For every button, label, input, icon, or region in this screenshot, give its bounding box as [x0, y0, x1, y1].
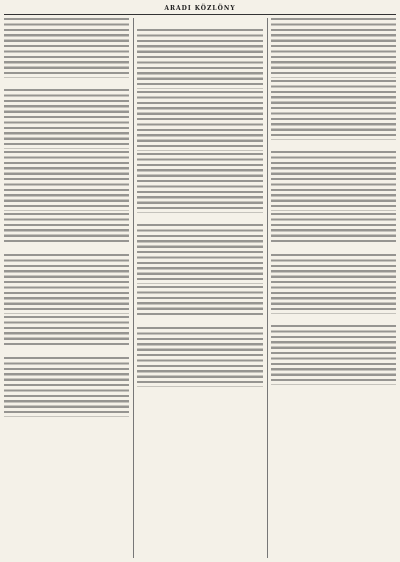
article-heading [137, 21, 262, 27]
article-paragraph [4, 18, 129, 78]
article-paragraph [137, 91, 262, 151]
article-paragraph [4, 89, 129, 149]
article-paragraph [271, 254, 396, 314]
article-heading [137, 216, 262, 222]
article-paragraph [137, 286, 262, 316]
article-paragraph [271, 18, 396, 78]
article-heading [137, 319, 262, 325]
article-heading [271, 317, 396, 323]
article-paragraph [271, 151, 396, 211]
article-heading [271, 246, 396, 252]
article-heading [271, 143, 396, 149]
article-paragraph [4, 213, 129, 243]
column-2 [133, 18, 262, 558]
newspaper-title: ARADI KÖZLÖNY [164, 4, 236, 12]
article-paragraph [271, 213, 396, 243]
article-paragraph [137, 224, 262, 284]
article-paragraph [4, 357, 129, 417]
column-3 [267, 18, 396, 558]
article-paragraph [4, 151, 129, 211]
masthead [4, 3, 396, 15]
article-paragraph [4, 316, 129, 346]
column-1 [4, 18, 129, 558]
article-heading [4, 246, 129, 252]
column-container [4, 18, 396, 558]
article-paragraph [271, 80, 396, 140]
article-paragraph [137, 29, 262, 89]
article-paragraph [4, 254, 129, 314]
article-paragraph [137, 327, 262, 387]
article-heading [4, 349, 129, 355]
article-paragraph [271, 325, 396, 385]
article-heading [4, 81, 129, 87]
article-paragraph [137, 153, 262, 213]
